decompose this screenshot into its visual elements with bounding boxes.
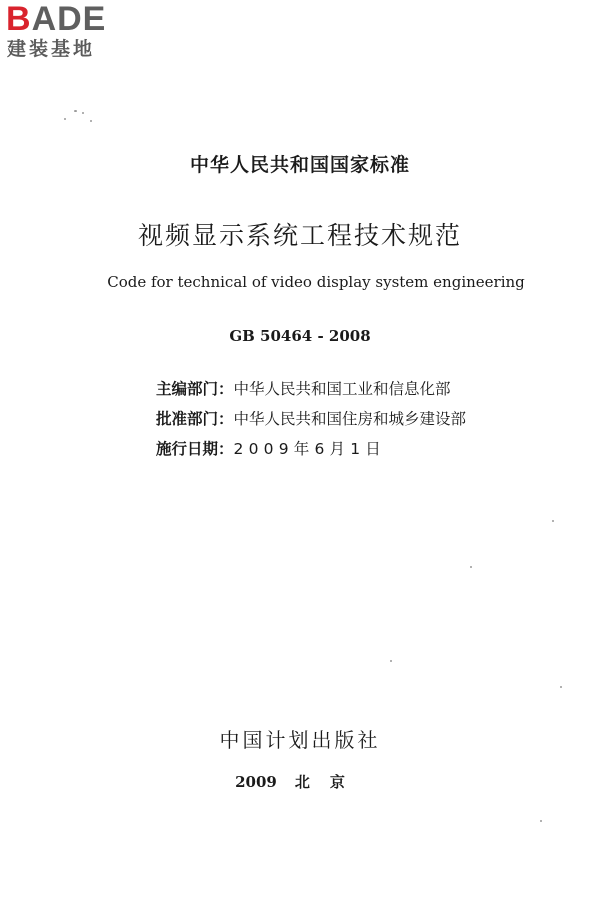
publication-city: 北京 — [294, 773, 365, 791]
scan-speck — [540, 820, 542, 822]
scan-speck — [560, 686, 562, 688]
standard-type-heading: 中华人民共和国国家标准 — [189, 154, 410, 176]
bade-logo — [6, 2, 118, 64]
publication-year: 2009 — [235, 773, 277, 791]
issuing-info-block — [156, 374, 536, 464]
scan-speck — [390, 660, 392, 662]
logo-wordmark — [6, 2, 106, 36]
publisher-name: 中国计划出版社 — [219, 728, 381, 752]
standard-number: GB 50464 - 2008 — [229, 327, 371, 345]
logo-subtitle: 建装基地 — [7, 38, 96, 60]
document-title-cn: 视频显示系统工程技术规范 — [137, 221, 462, 250]
logo-accent-letter: B — [6, 0, 32, 38]
info-row-effective-date — [156, 434, 536, 464]
info-label: 主编部门： — [156, 380, 234, 398]
info-row-approver — [156, 404, 536, 434]
scan-speck — [470, 566, 472, 568]
scan-specks — [60, 108, 100, 128]
scan-speck — [552, 520, 554, 522]
effective-date-value: 2009年6月1日 — [233, 440, 386, 458]
info-row-editor — [156, 374, 536, 404]
info-label: 施行日期： — [156, 440, 234, 458]
document-title-en: Code for technical of video display system engineering — [107, 273, 525, 291]
info-value: 中华人民共和国工业和信息化部 — [233, 380, 451, 398]
publication-place — [0, 768, 600, 796]
info-value: 中华人民共和国住房和城乡建设部 — [233, 410, 467, 428]
logo-word-rest: ADE — [31, 0, 107, 38]
info-label: 批准部门： — [156, 410, 234, 428]
